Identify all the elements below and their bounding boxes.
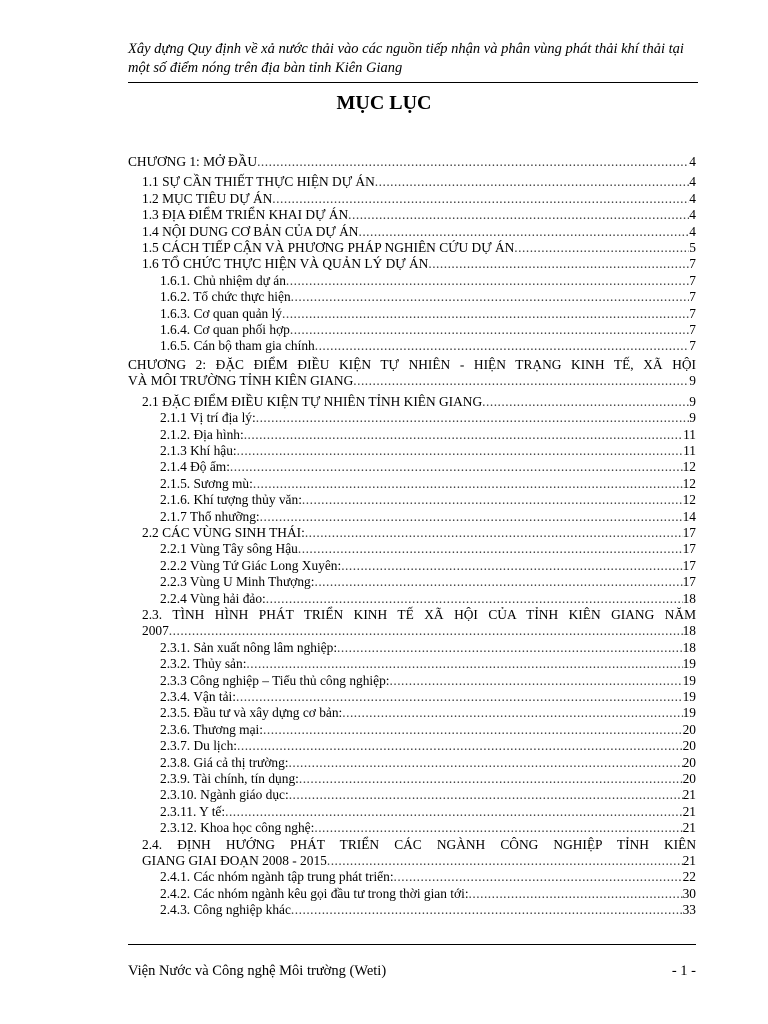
toc-entry-title: 2.3.6. Thương mại:: [160, 721, 263, 737]
toc-entry-page: 33: [682, 902, 696, 918]
dot-leader: [341, 558, 682, 574]
dot-leader: [260, 509, 683, 525]
toc-entry-page: 14: [682, 508, 696, 524]
toc-entry-title: 2.3.2. Thủy sản:: [160, 656, 247, 672]
toc-entry-page: 21: [682, 853, 696, 869]
toc-entry[interactable]: [128, 410, 696, 426]
toc-entry-page: 7: [689, 289, 696, 305]
dot-leader: [299, 771, 683, 787]
toc-entry[interactable]: [128, 224, 696, 240]
toc-entry[interactable]: [128, 591, 696, 607]
toc-entry-title: 2.1.4 Độ ẩm:: [160, 459, 230, 475]
toc-entry-page: 20: [682, 721, 696, 737]
toc-entry[interactable]: [128, 273, 696, 289]
toc-entry[interactable]: [128, 394, 696, 410]
toc-entry[interactable]: [128, 558, 696, 574]
toc-entry[interactable]: [128, 837, 696, 870]
dot-leader: [244, 427, 683, 443]
toc-entry-page: 4: [689, 223, 696, 239]
toc-entry-title-line: 2.4. ĐỊNH HƯỚNG PHÁT TRIỂN CÁC NGÀNH CÔNG NGHIỆP TỈNH KIÊN: [142, 836, 696, 852]
dot-leader: [272, 191, 689, 207]
toc-entry[interactable]: [128, 705, 696, 721]
dot-leader: [282, 306, 689, 322]
dot-leader: [358, 224, 689, 240]
dot-leader: [390, 673, 683, 689]
toc-entry-title: 1.6.3. Cơ quan quản lý: [160, 305, 283, 321]
toc-entry-title: 1.6 TỔ CHỨC THỰC HIỆN VÀ QUẢN LÝ DỰ ÁN: [142, 256, 429, 272]
dot-leader: [428, 256, 689, 272]
toc-entry-title: 1.6.2. Tổ chức thực hiện: [160, 289, 291, 305]
toc-entry-page: 4: [689, 174, 696, 190]
toc-entry-page: 18: [682, 623, 696, 639]
dot-leader: [375, 174, 690, 190]
toc-entry-page: 20: [682, 771, 696, 787]
toc-entry-page: 12: [682, 475, 696, 491]
dot-leader: [237, 443, 683, 459]
toc-entry-page: 9: [689, 393, 696, 409]
toc-entry[interactable]: [128, 427, 696, 443]
table-of-contents: [128, 152, 696, 919]
dot-leader: [337, 640, 683, 656]
dot-leader: [230, 459, 683, 475]
toc-entry[interactable]: [128, 869, 696, 885]
toc-entry-title: 2.1 ĐẶC ĐIỂM ĐIỀU KIỆN TỰ NHIÊN TỈNH KIÊN GIANG: [142, 393, 483, 409]
toc-entry-title: 1.2 MỤC TIÊU DỰ ÁN: [142, 190, 273, 206]
toc-entry-page: 19: [682, 689, 696, 704]
dot-leader: [394, 869, 683, 885]
toc-entry-page: 7: [689, 322, 696, 338]
toc-entry-page: 7: [689, 256, 696, 272]
dot-leader: [286, 273, 689, 289]
toc-entry-title: 2.3.9. Tài chính, tín dụng:: [160, 771, 299, 787]
dot-leader: [256, 410, 690, 426]
toc-entry-title: 2.4.1. Các nhóm ngành tập trung phát triển:: [160, 869, 394, 885]
toc-entry-page: 7: [689, 305, 696, 321]
toc-entry[interactable]: [128, 525, 696, 541]
toc-entry-title: 1.3 ĐỊA ĐIỂM TRIỂN KHAI DỰ ÁN: [142, 207, 349, 223]
toc-entry[interactable]: [128, 738, 696, 754]
toc-entry-title-line: CHƯƠNG 2: ĐẶC ĐIỂM ĐIỀU KIỆN TỰ NHIÊN - HIỆN TRẠNG KINH TẾ, XÃ HỘI: [128, 356, 696, 372]
toc-entry[interactable]: [128, 443, 696, 459]
toc-entry[interactable]: [128, 207, 696, 223]
toc-entry-title: 2.3.1. Sản xuất nông lâm nghiệp:: [160, 639, 338, 655]
toc-entry-page: 4: [689, 190, 696, 206]
toc-entry-page: 17: [682, 524, 696, 540]
dot-leader: [263, 722, 683, 738]
toc-entry-title: 2.1.6. Khí tượng thủy văn:: [160, 492, 302, 508]
running-footer: [128, 963, 696, 980]
toc-entry-title: 1.6.5. Cán bộ tham gia chính: [160, 338, 315, 354]
toc-entry-page: 20: [682, 738, 696, 754]
dot-leader: [327, 853, 683, 869]
dot-leader: [237, 738, 683, 754]
toc-entry-page: 21: [682, 803, 696, 819]
dot-leader: [305, 525, 683, 541]
toc-entry-page: 18: [682, 639, 696, 655]
dot-leader: [314, 820, 682, 836]
toc-entry[interactable]: [128, 722, 696, 738]
toc-entry-title: 2.4.3. Công nghiệp khác: [160, 902, 291, 918]
toc-entry[interactable]: [128, 656, 696, 672]
toc-entry-title: 2.1.3 Khí hậu:: [160, 442, 237, 458]
toc-entry[interactable]: [128, 607, 696, 640]
toc-entry-title: 2.2.3 Vùng U Minh Thượng:: [160, 574, 315, 590]
toc-entry-page: 12: [682, 459, 696, 475]
toc-entry-title-line: 2.3. TÌNH HÌNH PHÁT TRIỂN KINH TẾ XÃ HỘI CỦA TỈNH KIÊN GIANG NĂM: [142, 606, 696, 622]
toc-entry-page: 21: [682, 787, 696, 803]
dot-leader: [342, 705, 682, 721]
toc-entry-page: 11: [683, 426, 696, 442]
toc-entry[interactable]: [128, 459, 696, 475]
toc-entry-title: 2.1.2. Địa hình:: [160, 426, 244, 442]
dot-leader: [291, 289, 690, 305]
toc-entry-page: 22: [682, 869, 696, 885]
toc-entry-page: 12: [682, 492, 696, 508]
toc-entry[interactable]: [128, 322, 696, 338]
toc-entry-page: 19: [682, 705, 696, 721]
page-number: - 1 -: [671, 963, 696, 979]
toc-entry-title: 1.5 CÁCH TIẾP CẬN VÀ PHƯƠNG PHÁP NGHIÊN CỨU DỰ ÁN: [142, 240, 515, 256]
toc-entry-page: 21: [682, 820, 696, 836]
toc-entry[interactable]: [128, 492, 696, 508]
dot-leader: [469, 886, 683, 902]
toc-entry-title: VÀ MÔI TRƯỜNG TỈNH KIÊN GIANG: [128, 373, 354, 389]
dot-leader: [482, 394, 689, 410]
toc-entry-page: 20: [682, 754, 696, 770]
toc-entry-title: 2.3.7. Du lịch:: [160, 738, 237, 754]
toc-entry[interactable]: [128, 306, 696, 322]
dot-leader: [225, 804, 683, 820]
toc-entry-page: 7: [689, 272, 696, 288]
toc-entry-title: 2.3.10. Ngành giáo dục:: [160, 787, 289, 803]
toc-entry[interactable]: [128, 256, 696, 272]
dot-leader: [289, 755, 683, 771]
toc-entry-title: 2.4.2. Các nhóm ngành kêu gọi đầu tư trong thời gian tới:: [160, 885, 469, 901]
running-header: Xây dựng Quy định về xả nước thải vào các nguồn tiếp nhận và phân vùng phát thải khí thải tại một số điểm nóng trên địa bàn tỉnh Kiên Giang: [128, 40, 698, 83]
toc-entry-title: 1.1 SỰ CẦN THIẾT THỰC HIỆN DỰ ÁN: [142, 174, 375, 190]
toc-entry-title: 1.4 NỘI DUNG CƠ BẢN CỦA DỰ ÁN: [142, 223, 359, 239]
toc-entry-page: 9: [689, 410, 696, 426]
toc-entry-title: 1.6.1. Chủ nhiệm dự án: [160, 272, 286, 288]
dot-leader: [353, 373, 689, 389]
toc-entry-page: 4: [689, 207, 696, 223]
dot-leader: [266, 591, 683, 607]
dot-leader: [253, 476, 683, 492]
toc-entry-page: 9: [689, 373, 696, 389]
toc-entry[interactable]: [128, 755, 696, 771]
toc-entry-page: 4: [689, 154, 696, 169]
toc-entry-title: 2.3.4. Vận tải:: [160, 689, 236, 704]
toc-entry-title: 2.1.5. Sương mù:: [160, 475, 253, 491]
toc-entry-title: 2.1.1 Vị trí địa lý:: [160, 410, 256, 426]
toc-entry[interactable]: [128, 640, 696, 656]
dot-leader: [514, 240, 689, 256]
dot-leader: [289, 787, 683, 803]
toc-entry[interactable]: [128, 476, 696, 492]
toc-entry[interactable]: [128, 820, 696, 836]
dot-leader: [314, 574, 682, 590]
page-title: MỤC LỤC: [336, 92, 432, 114]
toc-entry-page: 18: [682, 590, 696, 606]
toc-entry[interactable]: [128, 338, 696, 354]
toc-entry[interactable]: [128, 240, 696, 256]
toc-entry-title: 2007: [142, 623, 169, 639]
toc-entry[interactable]: [128, 154, 696, 170]
toc-entry[interactable]: [128, 673, 696, 689]
toc-entry[interactable]: [128, 289, 696, 305]
dot-leader: [257, 154, 689, 170]
toc-entry[interactable]: [128, 357, 696, 390]
toc-entry-title: 2.3.5. Đầu tư và xây dựng cơ bản:: [160, 705, 343, 721]
toc-entry-page: 30: [682, 885, 696, 901]
toc-entry-page: 5: [689, 240, 696, 256]
footer-rule: [128, 944, 696, 945]
toc-entry-page: 17: [682, 574, 696, 590]
toc-entry[interactable]: [128, 689, 696, 705]
toc-entry[interactable]: [128, 509, 696, 525]
toc-entry-page: 7: [689, 338, 696, 354]
toc-entry[interactable]: [128, 902, 696, 918]
toc-entry-title: 2.2.1 Vùng Tây sông Hậu: [160, 541, 298, 557]
toc-entry-page: 19: [682, 656, 696, 672]
toc-entry[interactable]: [128, 886, 696, 902]
toc-entry-title: 1.6.4. Cơ quan phối hợp: [160, 322, 290, 338]
toc-entry-title: GIANG GIAI ĐOẠN 2008 - 2015: [142, 853, 327, 869]
toc-entry-title: 2.3.11. Y tế:: [160, 803, 226, 819]
toc-entry-title: 2.3.8. Giá cả thị trường:: [160, 754, 289, 770]
toc-entry[interactable]: [128, 804, 696, 820]
toc-entry-title: 2.2 CÁC VÙNG SINH THÁI:: [142, 524, 305, 540]
toc-entry-page: 11: [683, 442, 696, 458]
dot-leader: [236, 689, 683, 705]
dot-leader: [302, 492, 683, 508]
footer-institution: Viện Nước và Công nghệ Môi trường (Weti): [128, 963, 387, 979]
toc-entry-title: 2.2.2 Vùng Tứ Giác Long Xuyên:: [160, 557, 342, 573]
toc-entry[interactable]: [128, 191, 696, 207]
dot-leader: [291, 902, 683, 918]
toc-entry-title: 2.2.4 Vùng hải đảo:: [160, 590, 266, 606]
dot-leader: [298, 541, 683, 557]
toc-entry[interactable]: [128, 771, 696, 787]
dot-leader: [169, 623, 683, 639]
toc-entry-title: 2.1.7 Thổ nhưỡng:: [160, 508, 260, 524]
dot-leader: [348, 207, 689, 223]
toc-entry[interactable]: [128, 787, 696, 803]
toc-entry-title: CHƯƠNG 1: MỞ ĐẦU: [128, 154, 258, 169]
toc-entry-page: 17: [682, 541, 696, 557]
toc-entry-page: 19: [682, 672, 696, 688]
dot-leader: [315, 338, 690, 354]
toc-entry[interactable]: [128, 174, 696, 190]
toc-entry-title: 2.3.3 Công nghiệp – Tiểu thủ công nghiệp:: [160, 672, 390, 688]
toc-entry-title: 2.3.12. Khoa học công nghệ:: [160, 820, 315, 836]
toc-entry[interactable]: [128, 541, 696, 557]
dot-leader: [290, 322, 689, 338]
toc-entry-page: 17: [682, 557, 696, 573]
toc-entry[interactable]: [128, 574, 696, 590]
dot-leader: [246, 656, 682, 672]
